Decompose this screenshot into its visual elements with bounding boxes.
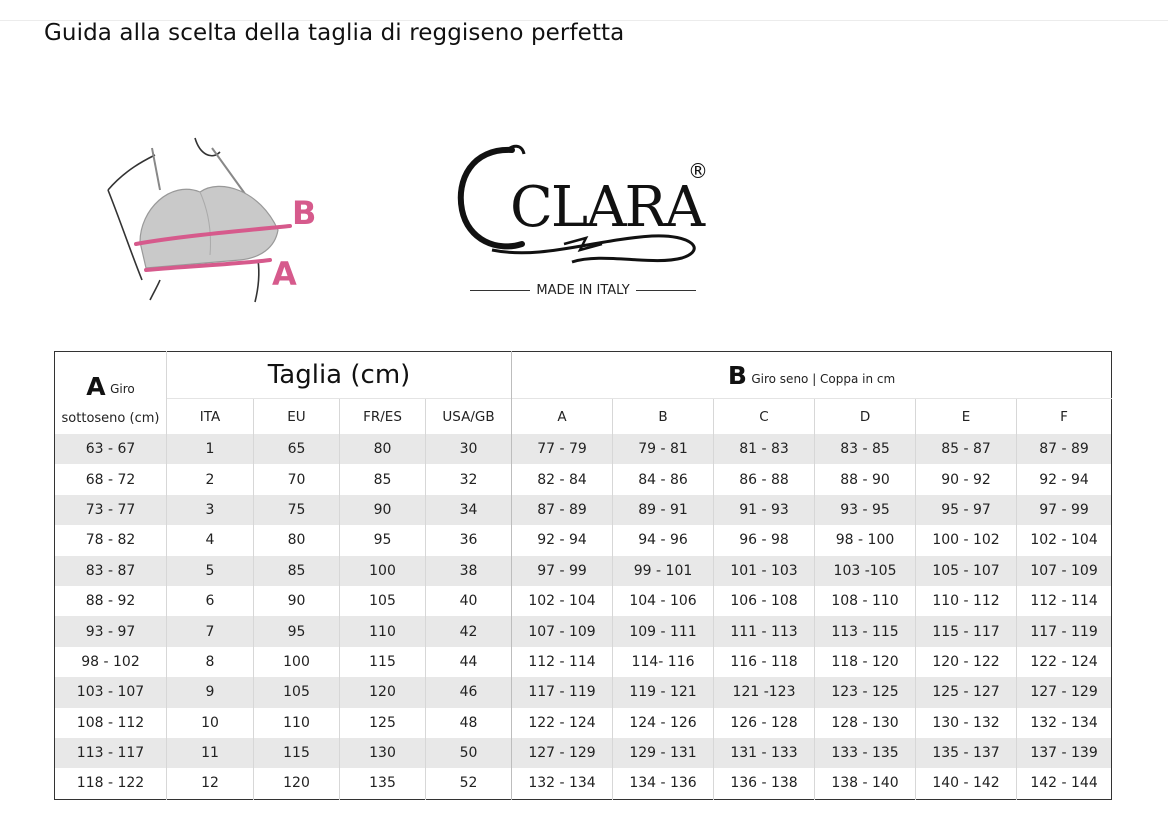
table-cell: 115 xyxy=(254,738,340,768)
a-giro: Giro xyxy=(110,382,135,396)
table-cell: 80 xyxy=(340,434,426,464)
table-cell: 82 - 84 xyxy=(512,464,613,494)
logo-text: CLARA xyxy=(510,175,704,240)
table-cell: 113 - 115 xyxy=(815,616,916,646)
table-cell: 85 - 87 xyxy=(916,434,1017,464)
table-cell: 92 - 94 xyxy=(1017,464,1112,494)
table-cell: 115 xyxy=(340,647,426,677)
underbust-cell: 68 - 72 xyxy=(55,464,167,494)
table-cell: 135 xyxy=(340,768,426,799)
tagline-rule-left xyxy=(470,290,530,291)
table-cell: 85 xyxy=(340,464,426,494)
table-cell: 90 xyxy=(340,495,426,525)
table-cell: 83 - 85 xyxy=(815,434,916,464)
table-cell: 124 - 126 xyxy=(613,708,714,738)
table-cell: 88 - 90 xyxy=(815,464,916,494)
column-header: F xyxy=(1017,399,1112,435)
table-cell: 100 - 102 xyxy=(916,525,1017,555)
table-cell: 112 - 114 xyxy=(512,647,613,677)
table-cell: 122 - 124 xyxy=(512,708,613,738)
table-cell: 127 - 129 xyxy=(512,738,613,768)
table-row xyxy=(55,586,1112,616)
table-cell: 134 - 136 xyxy=(613,768,714,799)
table-cell: 85 xyxy=(254,556,340,586)
bra-measurement-illustration xyxy=(100,130,330,310)
table-cell: 1 xyxy=(167,434,254,464)
underbust-cell: 73 - 77 xyxy=(55,495,167,525)
column-header: C xyxy=(714,399,815,435)
underbust-cell: 113 - 117 xyxy=(55,738,167,768)
table-cell: 44 xyxy=(426,647,512,677)
underbust-cell: 63 - 67 xyxy=(55,434,167,464)
table-cell: 107 - 109 xyxy=(1017,556,1112,586)
table-cell: 112 - 114 xyxy=(1017,586,1112,616)
table-cell: 87 - 89 xyxy=(1017,434,1112,464)
table-cell: 132 - 134 xyxy=(512,768,613,799)
table-cell: 9 xyxy=(167,677,254,707)
table-cell: 106 - 108 xyxy=(714,586,815,616)
table-cell: 48 xyxy=(426,708,512,738)
table-cell: 107 - 109 xyxy=(512,616,613,646)
table-cell: 84 - 86 xyxy=(613,464,714,494)
table-cell: 75 xyxy=(254,495,340,525)
table-cell: 98 - 100 xyxy=(815,525,916,555)
table-cell: 129 - 131 xyxy=(613,738,714,768)
table-cell: 127 - 129 xyxy=(1017,677,1112,707)
table-cell: 11 xyxy=(167,738,254,768)
table-cell: 118 - 120 xyxy=(815,647,916,677)
table-cell: 3 xyxy=(167,495,254,525)
column-header: A xyxy=(512,399,613,435)
table-row xyxy=(55,556,1112,586)
table-cell: 42 xyxy=(426,616,512,646)
table-cell: 30 xyxy=(426,434,512,464)
table-cell: 95 xyxy=(254,616,340,646)
bust-header xyxy=(512,352,1112,399)
table-cell: 102 - 104 xyxy=(1017,525,1112,555)
table-cell: 114- 116 xyxy=(613,647,714,677)
table-cell: 110 xyxy=(340,616,426,646)
table-cell: 5 xyxy=(167,556,254,586)
table-cell: 7 xyxy=(167,616,254,646)
table-cell: 116 - 118 xyxy=(714,647,815,677)
table-cell: 2 xyxy=(167,464,254,494)
table-cell: 133 - 135 xyxy=(815,738,916,768)
tagline-text: MADE IN ITALY xyxy=(536,282,630,298)
label-a: A xyxy=(272,255,297,293)
table-cell: 86 - 88 xyxy=(714,464,815,494)
table-cell: 10 xyxy=(167,708,254,738)
table-cell: 97 - 99 xyxy=(512,556,613,586)
table-row xyxy=(55,768,1112,799)
table-cell: 50 xyxy=(426,738,512,768)
table-cell: 93 - 95 xyxy=(815,495,916,525)
underbust-cell: 108 - 112 xyxy=(55,708,167,738)
underbust-cell: 118 - 122 xyxy=(55,768,167,799)
taglia-title: Taglia (cm) xyxy=(267,360,411,390)
table-cell: 96 - 98 xyxy=(714,525,815,555)
table-cell: 115 - 117 xyxy=(916,616,1017,646)
table-cell: 120 xyxy=(254,768,340,799)
table-cell: 46 xyxy=(426,677,512,707)
column-header: FR/ES xyxy=(340,399,426,435)
table-cell: 140 - 142 xyxy=(916,768,1017,799)
column-header: USA/GB xyxy=(426,399,512,435)
underbust-cell: 83 - 87 xyxy=(55,556,167,586)
table-cell: 80 xyxy=(254,525,340,555)
table-cell: 105 xyxy=(254,677,340,707)
table-cell: 81 - 83 xyxy=(714,434,815,464)
a-letter: A xyxy=(86,372,106,401)
table-cell: 136 - 138 xyxy=(714,768,815,799)
table-row xyxy=(55,647,1112,677)
table-cell: 100 xyxy=(254,647,340,677)
table-cell: 4 xyxy=(167,525,254,555)
size-chart-table xyxy=(54,351,1112,800)
table-cell: 123 - 125 xyxy=(815,677,916,707)
table-cell: 52 xyxy=(426,768,512,799)
table-cell: 8 xyxy=(167,647,254,677)
table-row xyxy=(55,464,1112,494)
table-cell: 32 xyxy=(426,464,512,494)
table-cell: 92 - 94 xyxy=(512,525,613,555)
table-cell: 125 - 127 xyxy=(916,677,1017,707)
column-header: E xyxy=(916,399,1017,435)
table-cell: 70 xyxy=(254,464,340,494)
table-cell: 104 - 106 xyxy=(613,586,714,616)
column-header: D xyxy=(815,399,916,435)
table-cell: 138 - 140 xyxy=(815,768,916,799)
table-cell: 97 - 99 xyxy=(1017,495,1112,525)
tagline-rule-right xyxy=(636,290,696,291)
table-cell: 109 - 111 xyxy=(613,616,714,646)
table-cell: 94 - 96 xyxy=(613,525,714,555)
table-cell: 105 - 107 xyxy=(916,556,1017,586)
b-letter: B xyxy=(727,360,747,390)
table-cell: 36 xyxy=(426,525,512,555)
table-row xyxy=(55,616,1112,646)
table-cell: 38 xyxy=(426,556,512,586)
table-row xyxy=(55,525,1112,555)
underbust-header xyxy=(55,352,167,435)
table-cell: 79 - 81 xyxy=(613,434,714,464)
table-row xyxy=(55,434,1112,464)
underbust-cell: 78 - 82 xyxy=(55,525,167,555)
table-cell: 90 xyxy=(254,586,340,616)
table-cell: 132 - 134 xyxy=(1017,708,1112,738)
table-row xyxy=(55,738,1112,768)
table-row xyxy=(55,495,1112,525)
table-cell: 120 - 122 xyxy=(916,647,1017,677)
table-cell: 95 - 97 xyxy=(916,495,1017,525)
table-cell: 117 - 119 xyxy=(512,677,613,707)
table-cell: 101 - 103 xyxy=(714,556,815,586)
underbust-cell: 103 - 107 xyxy=(55,677,167,707)
table-cell: 102 - 104 xyxy=(512,586,613,616)
table-cell: 90 - 92 xyxy=(916,464,1017,494)
table-cell: 87 - 89 xyxy=(512,495,613,525)
table-cell: 40 xyxy=(426,586,512,616)
size-chart-body xyxy=(55,434,1112,799)
a-subtitle: sottoseno (cm) xyxy=(61,411,160,426)
table-cell: 65 xyxy=(254,434,340,464)
table-cell: 128 - 130 xyxy=(815,708,916,738)
underbust-cell: 98 - 102 xyxy=(55,647,167,677)
b-subtitle: Giro seno | Coppa in cm xyxy=(751,371,896,386)
table-cell: 142 - 144 xyxy=(1017,768,1112,799)
table-cell: 130 xyxy=(340,738,426,768)
table-cell: 125 xyxy=(340,708,426,738)
table-cell: 137 - 139 xyxy=(1017,738,1112,768)
column-header: B xyxy=(613,399,714,435)
table-cell: 135 - 137 xyxy=(916,738,1017,768)
page-title: Guida alla scelta della taglia di reggiseno perfetta xyxy=(44,20,625,46)
table-cell: 105 xyxy=(340,586,426,616)
table-cell: 131 - 133 xyxy=(714,738,815,768)
label-b: B xyxy=(292,194,317,232)
table-cell: 130 - 132 xyxy=(916,708,1017,738)
registered-mark: ® xyxy=(688,159,708,183)
underbust-header-top xyxy=(55,372,166,401)
table-cell: 6 xyxy=(167,586,254,616)
table-cell: 126 - 128 xyxy=(714,708,815,738)
underbust-cell: 93 - 97 xyxy=(55,616,167,646)
taglia-header xyxy=(167,352,512,399)
table-cell: 77 - 79 xyxy=(512,434,613,464)
table-cell: 34 xyxy=(426,495,512,525)
table-cell: 91 - 93 xyxy=(714,495,815,525)
table-row xyxy=(55,708,1112,738)
column-header: EU xyxy=(254,399,340,435)
table-row xyxy=(55,677,1112,707)
column-header: ITA xyxy=(167,399,254,435)
made-in-italy-tagline xyxy=(470,280,696,300)
table-cell: 110 - 112 xyxy=(916,586,1017,616)
table-cell: 122 - 124 xyxy=(1017,647,1112,677)
table-cell: 103 -105 xyxy=(815,556,916,586)
table-cell: 120 xyxy=(340,677,426,707)
table-cell: 100 xyxy=(340,556,426,586)
underbust-cell: 88 - 92 xyxy=(55,586,167,616)
table-cell: 99 - 101 xyxy=(613,556,714,586)
table-cell: 119 - 121 xyxy=(613,677,714,707)
table-cell: 108 - 110 xyxy=(815,586,916,616)
table-cell: 95 xyxy=(340,525,426,555)
table-cell: 110 xyxy=(254,708,340,738)
table-cell: 111 - 113 xyxy=(714,616,815,646)
table-cell: 117 - 119 xyxy=(1017,616,1112,646)
table-cell: 121 -123 xyxy=(714,677,815,707)
table-cell: 89 - 91 xyxy=(613,495,714,525)
table-cell: 12 xyxy=(167,768,254,799)
